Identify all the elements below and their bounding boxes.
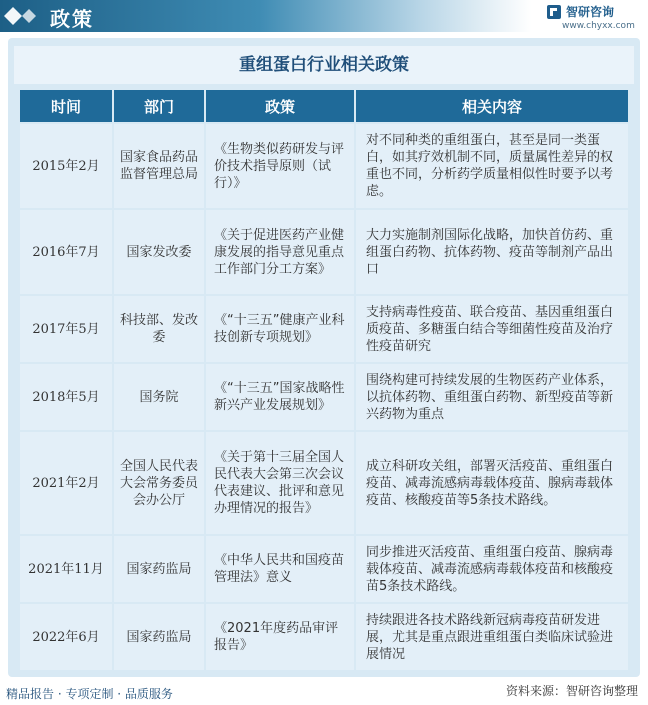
table-title: 重组蛋白行业相关政策 bbox=[14, 46, 634, 84]
header-band bbox=[0, 0, 648, 32]
column-header-time: 时间 bbox=[20, 90, 114, 122]
table-row bbox=[20, 364, 628, 430]
cell-time: 2021年2月 bbox=[20, 432, 114, 534]
cell-policy: 《“十三五”健康产业科技创新专项规划》 bbox=[206, 296, 356, 362]
brand-block bbox=[546, 3, 636, 33]
cell-policy: 《中华人民共和国疫苗管理法》意义 bbox=[206, 536, 356, 602]
cell-content: 支持病毒性疫苗、联合疫苗、基因重组蛋白质疫苗、多糖蛋白结合等细菌性疫苗及治疗性疫苗研究 bbox=[356, 296, 628, 362]
table-header-row bbox=[20, 90, 628, 122]
cell-dept: 国家发改委 bbox=[114, 210, 206, 294]
brand-url: www.chyxx.com bbox=[562, 21, 635, 31]
cell-time: 2016年7月 bbox=[20, 210, 114, 294]
diamond-bullet-icon bbox=[4, 5, 44, 27]
column-header-dept: 部门 bbox=[114, 90, 206, 122]
column-header-content: 相关内容 bbox=[356, 90, 628, 122]
cell-content: 大力实施制剂国际化战略，加快首仿药、重组蛋白药物、抗体药物、疫苗等制剂产品出口 bbox=[356, 210, 628, 294]
cell-policy: 《2021年度药品审评报告》 bbox=[206, 604, 356, 670]
cell-policy: 《关于促进医药产业健康发展的指导意见重点工作部门分工方案》 bbox=[206, 210, 356, 294]
cell-dept: 国家食品药品监督管理总局 bbox=[114, 124, 206, 208]
brand-logo-icon bbox=[546, 4, 562, 20]
table-row bbox=[20, 536, 628, 602]
section-title: 政策 bbox=[50, 7, 94, 31]
table-row bbox=[20, 296, 628, 362]
cell-dept: 国务院 bbox=[114, 364, 206, 430]
cell-content: 同步推进灭活疫苗、重组蛋白疫苗、腺病毒载体疫苗、减毒流感病毒载体疫苗和核酸疫苗5条技术路线。 bbox=[356, 536, 628, 602]
cell-policy: 《关于第十三届全国人民代表大会第三次会议代表建议、批评和意见办理情况的报告》 bbox=[206, 432, 356, 534]
cell-content: 持续跟进各技术路线新冠病毒疫苗研发进展，尤其是重点跟进重组蛋白类临床试验进展情况 bbox=[356, 604, 628, 670]
cell-dept: 全国人民代表大会常务委员会办公厅 bbox=[114, 432, 206, 534]
table-row bbox=[20, 432, 628, 534]
policy-table bbox=[20, 88, 628, 672]
cell-dept: 国家药监局 bbox=[114, 604, 206, 670]
table-row bbox=[20, 124, 628, 208]
footer-slogan: 精品报告 · 专项定制 · 品质服务 bbox=[6, 687, 173, 701]
cell-dept: 科技部、发改委 bbox=[114, 296, 206, 362]
cell-content: 围绕构建可持续发展的生物医药产业体系，以抗体药物、重组蛋白药物、新型疫苗等新兴药物为重点 bbox=[356, 364, 628, 430]
cell-time: 2015年2月 bbox=[20, 124, 114, 208]
cell-time: 2021年11月 bbox=[20, 536, 114, 602]
table-row bbox=[20, 210, 628, 294]
cell-policy: 《“十三五”国家战略性新兴产业发展规划》 bbox=[206, 364, 356, 430]
cell-dept: 国家药监局 bbox=[114, 536, 206, 602]
brand-name: 智研咨询 bbox=[566, 5, 615, 19]
cell-content: 对不同种类的重组蛋白，甚至是同一类蛋白，如其疗效机制不同，质量属性差异的权重也不同，分析药学质量相似性时要予以考虑。 bbox=[356, 124, 628, 208]
cell-time: 2022年6月 bbox=[20, 604, 114, 670]
source-note: 资料来源：智研咨询整理 bbox=[505, 684, 638, 698]
cell-policy: 《生物类似药研发与评价技术指导原则（试行）》 bbox=[206, 124, 356, 208]
cell-time: 2018年5月 bbox=[20, 364, 114, 430]
column-header-policy: 政策 bbox=[206, 90, 356, 122]
cell-content: 成立科研攻关组，部署灭活疫苗、重组蛋白疫苗、减毒流感病毒载体疫苗、腺病毒载体疫苗、核酸疫苗等5条技术路线。 bbox=[356, 432, 628, 534]
cell-time: 2017年5月 bbox=[20, 296, 114, 362]
table-row bbox=[20, 604, 628, 670]
